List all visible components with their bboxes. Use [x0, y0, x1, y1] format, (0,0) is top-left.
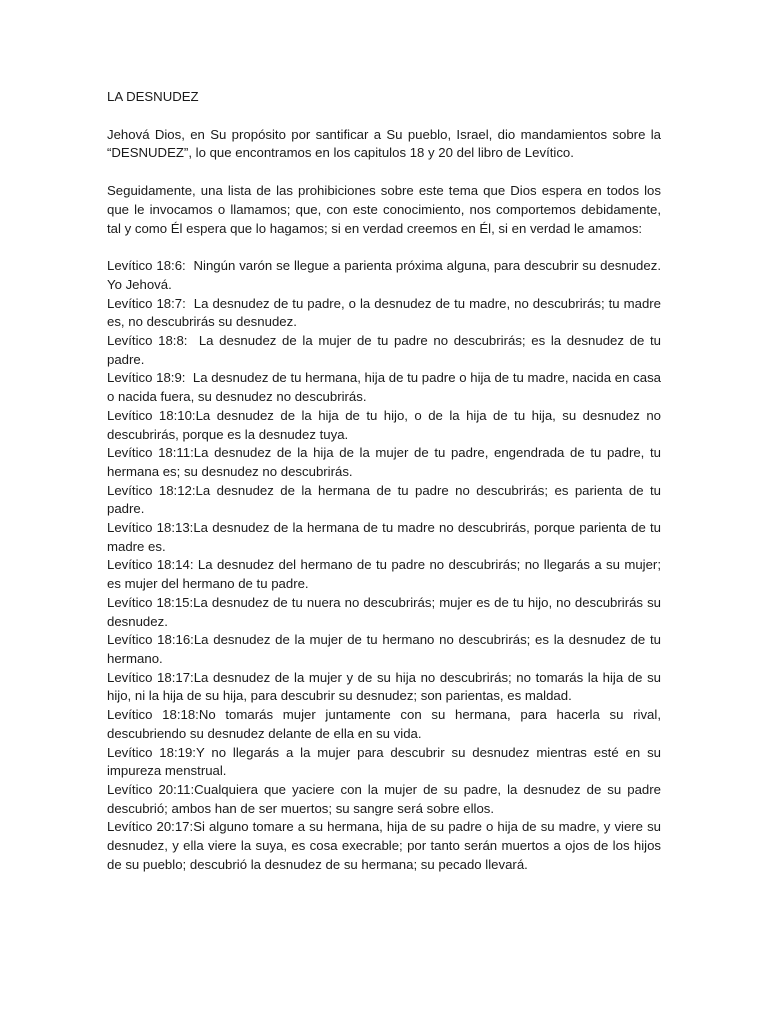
verse-text: La desnudez de tu hermana, hija de tu padre o hija de tu madre, nacida en casa o nacida fuera, su desnudez no descubrirás.	[107, 370, 661, 405]
document-title: LA DESNUDEZ	[107, 89, 199, 104]
verse-text: No tomarás mujer juntamente con su hermana, para hacerla su rival, descubriendo su desnudez delante de ella en su vida.	[107, 707, 661, 741]
verse-text: La desnudez del hermano de tu padre no descubrirás; no llegarás a su mujer; es mujer del hermano de tu padre.	[107, 557, 661, 592]
verse-text: La desnudez de la mujer y de su hija no descubrirás; no tomarás la hija de su hijo, ni la hija de su hija, para descubrir su desnudez; son parientas, es maldad.	[107, 669, 661, 704]
verse-reference: Levítico 18:16:	[107, 632, 194, 648]
verse-text: La desnudez de tu nuera no descubrirás; mujer es de tu hijo, no descubrirás su desnudez.	[107, 594, 661, 629]
verse-item	[107, 669, 661, 706]
verse-item	[107, 482, 661, 519]
list-intro-paragraph: Seguidamente, una lista de las prohibiciones sobre este tema que Dios espera en todos los que le invocamos o llamamos; que, con este conocimiento, nos comportemos debidamente, tal y como Él espera que lo hagamos; si en verdad creemos en Él, si en verdad le amamos:	[107, 183, 661, 236]
verse-item	[107, 444, 661, 481]
verse-item	[107, 519, 661, 556]
verse-item	[107, 594, 661, 631]
verse-reference: Levítico 18:13:	[107, 520, 194, 536]
intro-paragraph: Jehová Dios, en Su propósito por santificar a Su pueblo, Israel, dio mandamientos sobre la “DESNUDEZ”, lo que encontramos en los capitulos 18 y 20 del libro de Levítico.	[107, 126, 661, 161]
verse-text: Si alguno tomare a su hermana, hija de su padre o hija de su madre, y viere su desnudez, y ella viere la suya, es cosa execrable; por tanto serán muertos a ojos de los hijos de su pueblo; descubrió la desnudez de su hermana; su pecado llevará.	[107, 819, 662, 872]
verse-item	[107, 257, 661, 294]
verse-text: Ningún varón se llegue a parienta próxima alguna, para descubrir su desnudez. Yo Jehová.	[107, 258, 661, 292]
verse-reference: Levítico 18:12:	[107, 482, 196, 498]
verse-text: Y no llegarás a la mujer para descubrir su desnudez mientras esté en su impureza menstrual.	[107, 744, 661, 779]
verse-text: La desnudez de la hija de tu hijo, o de la hija de tu hija, su desnudez no descubrirás, porque es la desnudez tuya.	[107, 407, 661, 442]
verse-reference: Levítico 18:11:	[107, 445, 194, 461]
verse-reference: Levítico 18:15:	[107, 594, 194, 610]
verse-text: La desnudez de la hija de la mujer de tu padre, engendrada de tu padre, tu hermana es; su desnudez no descubrirás.	[107, 445, 661, 479]
document-page	[107, 88, 661, 874]
verse-reference: Levítico 18:10:	[107, 407, 196, 423]
verse-item	[107, 556, 661, 593]
verse-reference: Levítico 18:14:	[107, 557, 194, 573]
verse-reference: Levítico 18:18:	[107, 707, 199, 723]
verse-text: La desnudez de la hermana de tu padre no descubrirás; es parienta de tu padre.	[107, 482, 662, 517]
verse-item	[107, 407, 661, 444]
verse-item	[107, 706, 661, 743]
verse-text: La desnudez de la hermana de tu madre no descubrirás, porque parienta de tu madre es.	[107, 520, 662, 554]
verse-item	[107, 295, 661, 332]
verse-reference: Levítico 18:8:	[107, 333, 188, 349]
verse-reference: Levítico 18:19:	[107, 744, 196, 760]
verse-reference: Levítico 18:9:	[107, 370, 186, 386]
verse-item	[107, 818, 661, 874]
verse-item	[107, 744, 661, 781]
verse-list	[107, 257, 661, 874]
verse-text: Cualquiera que yaciere con la mujer de su padre, la desnudez de su padre descubrió; ambos han de ser muertos; su sangre será sobre ellos.	[107, 781, 661, 816]
verse-text: La desnudez de tu padre, o la desnudez de tu madre, no descubrirás; tu madre es, no descubrirás su desnudez.	[107, 295, 662, 330]
verse-item	[107, 631, 661, 668]
verse-text: La desnudez de la mujer de tu padre no descubrirás; es la desnudez de tu padre.	[107, 333, 662, 367]
verse-reference: Levítico 20:17:	[107, 819, 194, 835]
verse-reference: Levítico 18:17:	[107, 669, 194, 685]
verse-text: La desnudez de la mujer de tu hermano no descubrirás; es la desnudez de tu hermano.	[107, 632, 661, 666]
verse-item	[107, 369, 661, 406]
verse-item	[107, 332, 661, 369]
verse-reference: Levítico 20:11:	[107, 781, 195, 797]
verse-reference: Levítico 18:6:	[107, 258, 186, 274]
verse-reference: Levítico 18:7:	[107, 295, 186, 311]
verse-item	[107, 781, 661, 818]
